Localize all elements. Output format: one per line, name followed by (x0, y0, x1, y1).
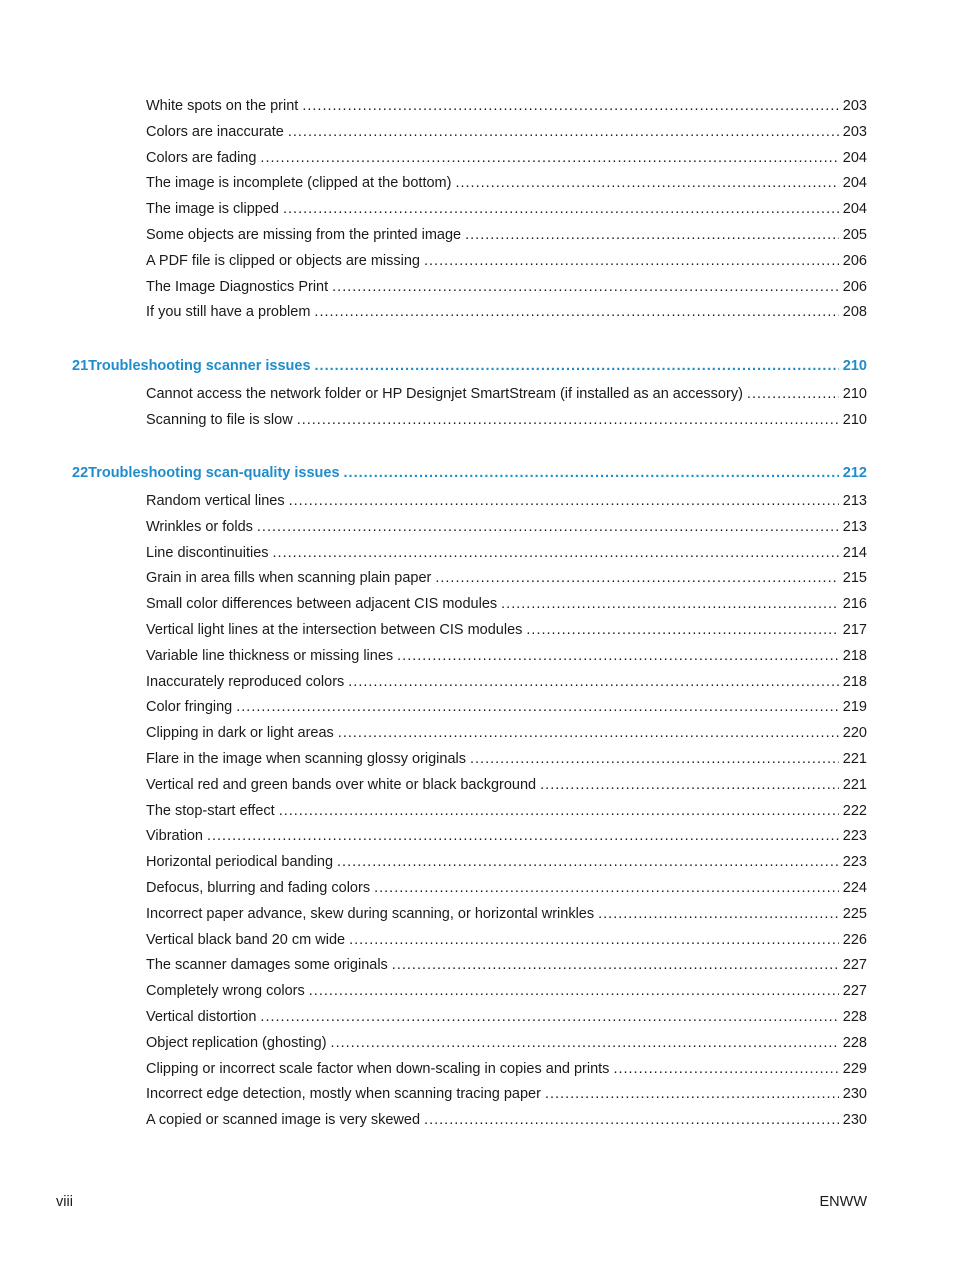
entry-page: 221 (842, 776, 867, 793)
leader-dots (289, 492, 839, 510)
leader-dots (349, 931, 839, 949)
chapter-number: 21 (72, 358, 89, 374)
toc-entry[interactable] (146, 879, 867, 897)
toc-entry[interactable] (146, 621, 867, 639)
entry-title: Color fringing (146, 699, 233, 716)
entry-page: 210 (842, 386, 867, 402)
entry-page: 206 (842, 252, 867, 269)
entry-title: Some objects are missing from the printed image (146, 227, 462, 243)
toc-entry[interactable] (146, 724, 867, 742)
entry-title: Defocus, blurring and fading colors (146, 880, 371, 896)
leader-dots (435, 569, 838, 587)
toc-entry[interactable] (146, 1008, 867, 1026)
entry-title: White spots on the print (146, 98, 299, 114)
entry-page: 210 (842, 411, 867, 428)
leader-dots (424, 1111, 839, 1129)
toc-entry[interactable] (146, 802, 867, 820)
leader-dots (465, 226, 839, 244)
entry-title: Colors are inaccurate (146, 123, 284, 140)
entry-page: 225 (842, 905, 867, 922)
toc-entry[interactable] (146, 698, 867, 716)
entry-title: Grain in area fills when scanning plain paper (146, 570, 432, 587)
entry-title: A PDF file is clipped or objects are missing (146, 252, 420, 269)
entry-page: 229 (842, 1060, 867, 1077)
leader-dots (747, 385, 839, 403)
leader-dots (257, 518, 839, 536)
toc-entry[interactable] (146, 853, 867, 871)
entry-title: The image is clipped (146, 201, 279, 218)
entry-title: The Image Diagnostics Print (146, 278, 329, 295)
toc-entry[interactable] (146, 569, 867, 587)
leader-dots (331, 1034, 839, 1052)
entry-page: 206 (842, 278, 867, 295)
toc-entry[interactable] (146, 518, 867, 536)
toc-entry[interactable] (146, 492, 867, 510)
leader-dots (314, 303, 838, 321)
entry-page: 219 (842, 699, 867, 716)
entry-page: 204 (842, 201, 867, 218)
entry-title: Scanning to file is slow (146, 411, 293, 428)
entry-page: 230 (842, 1112, 867, 1129)
leader-dots (283, 200, 839, 218)
leader-dots (526, 621, 838, 639)
leader-dots (374, 879, 839, 897)
entry-title: Inaccurately reproduced colors (146, 673, 345, 690)
chapter-number: 22 (72, 465, 89, 481)
toc-entry[interactable] (146, 252, 867, 270)
leader-dots (260, 149, 838, 167)
entry-page: 223 (842, 854, 867, 871)
entry-page: 213 (842, 493, 867, 509)
entry-title: Random vertical lines (146, 493, 285, 509)
entry-title: The scanner damages some originals (146, 957, 388, 974)
entry-title: Colors are fading (146, 149, 257, 166)
entry-title: Horizontal periodical banding (146, 854, 334, 871)
entry-title: Wrinkles or folds (146, 518, 253, 535)
entry-title: The image is incomplete (clipped at the bottom) (146, 175, 452, 192)
toc-entry[interactable] (146, 750, 867, 768)
leader-dots (397, 647, 839, 665)
toc-entry[interactable] (146, 1111, 867, 1129)
entry-title: Vertical light lines at the intersection between CIS modules (146, 622, 523, 638)
toc-entry[interactable] (146, 174, 867, 192)
toc-entry[interactable] (146, 905, 867, 923)
entry-page: 221 (842, 751, 867, 767)
leader-dots (288, 123, 839, 141)
entry-title: Incorrect edge detection, mostly when scanning tracing paper (146, 1086, 541, 1103)
leader-dots (540, 776, 839, 794)
toc-entry[interactable] (146, 1060, 867, 1078)
leader-dots (338, 724, 839, 742)
leader-dots (344, 464, 839, 482)
leader-dots (279, 802, 839, 820)
leader-dots (337, 853, 839, 871)
entry-page: 222 (842, 802, 867, 819)
toc-entry[interactable] (146, 931, 867, 949)
entry-page: 205 (842, 227, 867, 243)
entry-title: Completely wrong colors (146, 983, 305, 1000)
entry-title: Flare in the image when scanning glossy originals (146, 751, 466, 767)
entry-title: A copied or scanned image is very skewed (146, 1112, 421, 1129)
leader-dots (470, 750, 839, 768)
entry-page: 228 (842, 1009, 867, 1025)
entry-page: 214 (842, 544, 867, 561)
entry-title: If you still have a problem (146, 304, 311, 321)
toc-entry[interactable] (146, 303, 867, 321)
toc-entry[interactable] (146, 595, 867, 613)
chapter-page: 210 (842, 358, 867, 374)
toc-entry[interactable] (146, 149, 867, 167)
entry-page: 203 (842, 123, 867, 140)
entry-page: 215 (842, 570, 867, 587)
leader-dots (309, 982, 839, 1000)
leader-dots (613, 1060, 838, 1078)
toc-entry[interactable] (146, 1085, 867, 1103)
toc-entry[interactable] (146, 123, 867, 141)
leader-dots (501, 595, 839, 613)
leader-dots (455, 174, 838, 192)
toc-entry[interactable] (146, 97, 867, 115)
entry-page: 224 (842, 880, 867, 896)
leader-dots (348, 673, 839, 691)
entry-title: Vertical red and green bands over white or black background (146, 776, 537, 793)
entry-page: 204 (842, 149, 867, 166)
entry-title: Clipping or incorrect scale factor when down-scaling in copies and prints (146, 1060, 610, 1077)
toc-entry[interactable] (146, 673, 867, 691)
entry-page: 204 (842, 175, 867, 192)
entry-page: 228 (842, 1034, 867, 1051)
toc-entry[interactable] (146, 544, 867, 562)
leader-dots (260, 1008, 838, 1026)
toc-entry[interactable] (146, 776, 867, 794)
chapter-entry[interactable] (72, 464, 867, 482)
toc-entry[interactable] (146, 385, 867, 403)
leader-dots (424, 252, 839, 270)
leader-dots (545, 1085, 839, 1103)
leader-dots (273, 544, 839, 562)
entry-page: 218 (842, 673, 867, 690)
leader-dots (598, 905, 839, 923)
chapter-page: 212 (842, 465, 867, 481)
leader-dots (297, 411, 839, 429)
chapter-title: Troubleshooting scan-quality issues (88, 465, 340, 481)
chapter-entry[interactable] (72, 357, 867, 375)
entry-page: 227 (842, 983, 867, 1000)
entry-page: 208 (842, 304, 867, 321)
entry-title: Vertical distortion (146, 1009, 257, 1025)
entry-page: 227 (842, 957, 867, 974)
entry-page: 216 (842, 596, 867, 613)
toc-entry[interactable] (146, 278, 867, 296)
entry-title: Vibration (146, 828, 203, 845)
entry-page: 218 (842, 647, 867, 664)
toc-entry[interactable] (146, 982, 867, 1000)
toc-entry[interactable] (146, 647, 867, 665)
toc-entry[interactable] (146, 411, 867, 429)
entry-page: 223 (842, 828, 867, 845)
entry-title: The stop-start effect (146, 802, 275, 819)
entry-title: Cannot access the network folder or HP Designjet SmartStream (if installed as an accessory) (146, 386, 743, 402)
entry-page: 226 (842, 931, 867, 948)
entry-page: 217 (842, 622, 867, 638)
entry-page: 230 (842, 1086, 867, 1103)
toc-entry[interactable] (146, 827, 867, 845)
entry-title: Vertical black band 20 cm wide (146, 931, 346, 948)
leader-dots (236, 698, 839, 716)
leader-dots (332, 278, 839, 296)
footer-page-number: viii (56, 1194, 73, 1210)
entry-title: Clipping in dark or light areas (146, 725, 334, 742)
leader-dots (315, 357, 839, 375)
chapter-title: Troubleshooting scanner issues (88, 358, 311, 374)
entry-page: 213 (842, 518, 867, 535)
entry-title: Variable line thickness or missing lines (146, 647, 394, 664)
footer-doc-code: ENWW (819, 1194, 867, 1210)
entry-page: 220 (842, 725, 867, 742)
entry-title: Small color differences between adjacent CIS modules (146, 596, 498, 613)
entry-page: 203 (842, 98, 867, 114)
leader-dots (302, 97, 838, 115)
entry-title: Incorrect paper advance, skew during scanning, or horizontal wrinkles (146, 905, 595, 922)
toc-entry[interactable] (146, 200, 867, 218)
toc-entry[interactable] (146, 226, 867, 244)
leader-dots (392, 956, 839, 974)
toc-entry[interactable] (146, 1034, 867, 1052)
toc-entry[interactable] (146, 956, 867, 974)
leader-dots (207, 827, 839, 845)
entry-title: Object replication (ghosting) (146, 1034, 327, 1051)
entry-title: Line discontinuities (146, 544, 269, 561)
